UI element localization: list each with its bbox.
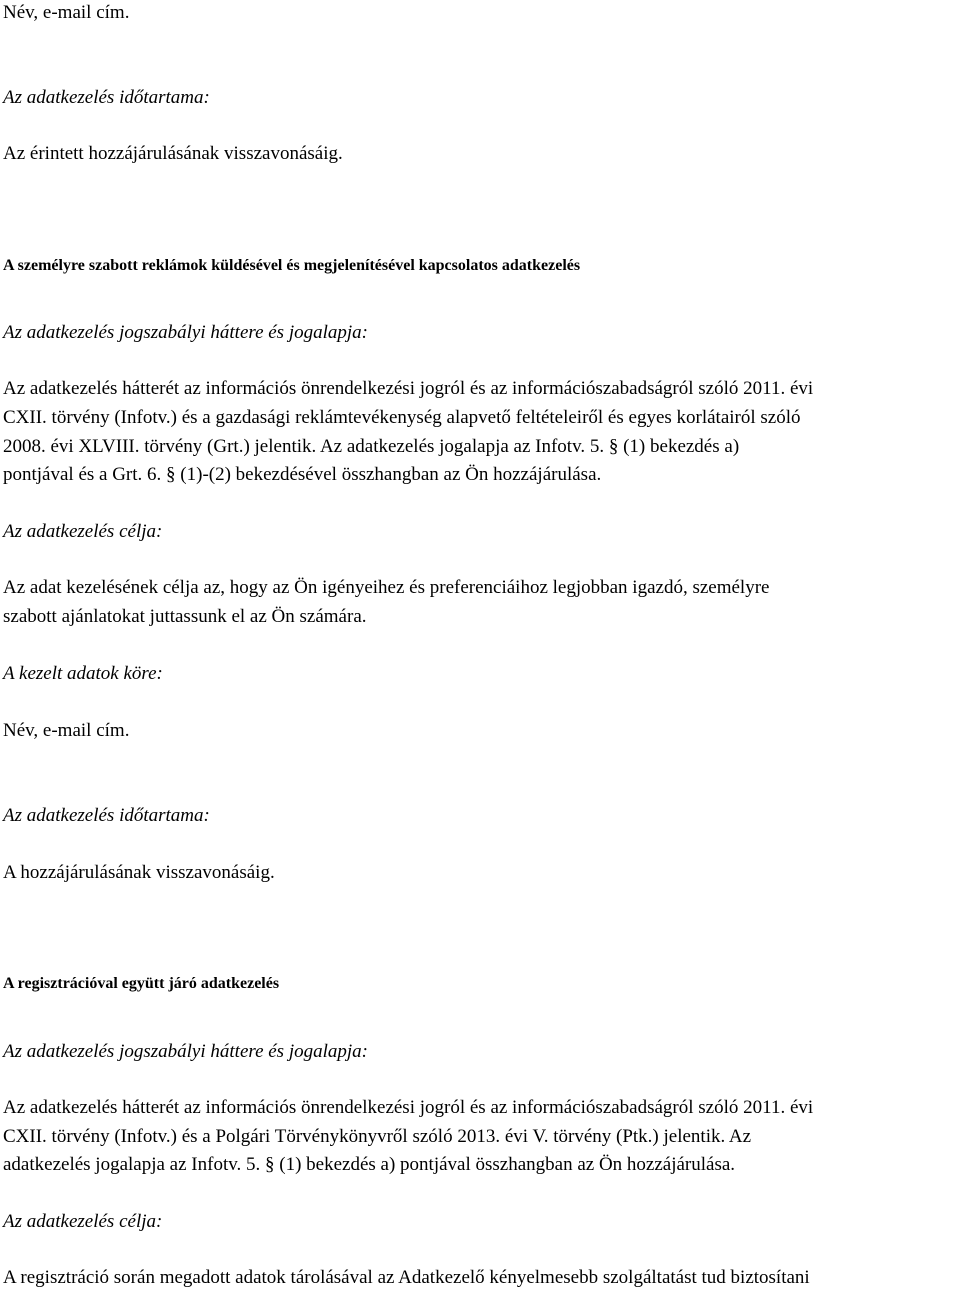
retention-heading: Az adatkezelés időtartama: xyxy=(3,87,210,108)
legal-basis-text-line-3: adatkezelés jogalapja az Infotv. 5. § (1) bekezdés a) pontjával összhangban az Ön hozzájárulása. xyxy=(3,1154,736,1175)
legal-basis-text-line-1: Az adatkezelés hátterét az információs önrendelkezési jogról és az információszabadságról szóló 2011. évi xyxy=(3,378,814,399)
legal-basis-text-line-4: pontjával és a Grt. 6. § (1)-(2) bekezdésével összhangban az Ön hozzájárulása. xyxy=(3,464,602,485)
legal-basis-heading: Az adatkezelés jogszabályi háttere és jogalapja: xyxy=(3,1041,368,1062)
retention-text: Az érintett hozzájárulásának visszavonásáig. xyxy=(3,143,343,164)
retention-heading: Az adatkezelés időtartama: xyxy=(3,805,210,826)
purpose-text-line-1: A regisztráció során megadott adatok tárolásával az Adatkezelő kényelmesebb szolgáltatást tud biztosítani xyxy=(3,1267,810,1288)
purpose-text-line-1: Az adat kezelésének célja az, hogy az Ön igényeihez és preferenciáihoz legjobban igazdó, személyre xyxy=(3,577,770,598)
data-scope-text: Név, e-mail cím. xyxy=(3,2,130,23)
legal-basis-text-line-2: CXII. törvény (Infotv.) és a Polgári Törvénykönyvről szóló 2013. évi V. törvény (Ptk.) jelentik. Az xyxy=(3,1126,752,1147)
legal-basis-heading: Az adatkezelés jogszabályi háttere és jogalapja: xyxy=(3,322,368,343)
purpose-heading: Az adatkezelés célja: xyxy=(3,1211,163,1232)
section-title-personalized-ads: A személyre szabott reklámok küldésével és megjelenítésével kapcsolatos adatkezelés xyxy=(3,257,581,274)
retention-text: A hozzájárulásának visszavonásáig. xyxy=(3,862,275,883)
data-scope-heading: A kezelt adatok köre: xyxy=(3,663,163,684)
legal-basis-text-line-3: 2008. évi XLVIII. törvény (Grt.) jelentik. Az adatkezelés jogalapja az Infotv. 5. § (1) bekezdés a) xyxy=(3,436,740,457)
data-scope-text: Név, e-mail cím. xyxy=(3,720,130,741)
section-title-registration: A regisztrációval együtt járó adatkezelés xyxy=(3,975,280,992)
purpose-heading: Az adatkezelés célja: xyxy=(3,521,163,542)
purpose-text-line-2: szabott ajánlatokat juttassunk el az Ön számára. xyxy=(3,606,367,627)
legal-basis-text-line-2: CXII. törvény (Infotv.) és a gazdasági reklámtevékenység alapvető feltételeiről és egyes korlátairól szóló xyxy=(3,407,801,428)
legal-basis-text-line-1: Az adatkezelés hátterét az információs önrendelkezési jogról és az információszabadságról szóló 2011. évi xyxy=(3,1097,814,1118)
